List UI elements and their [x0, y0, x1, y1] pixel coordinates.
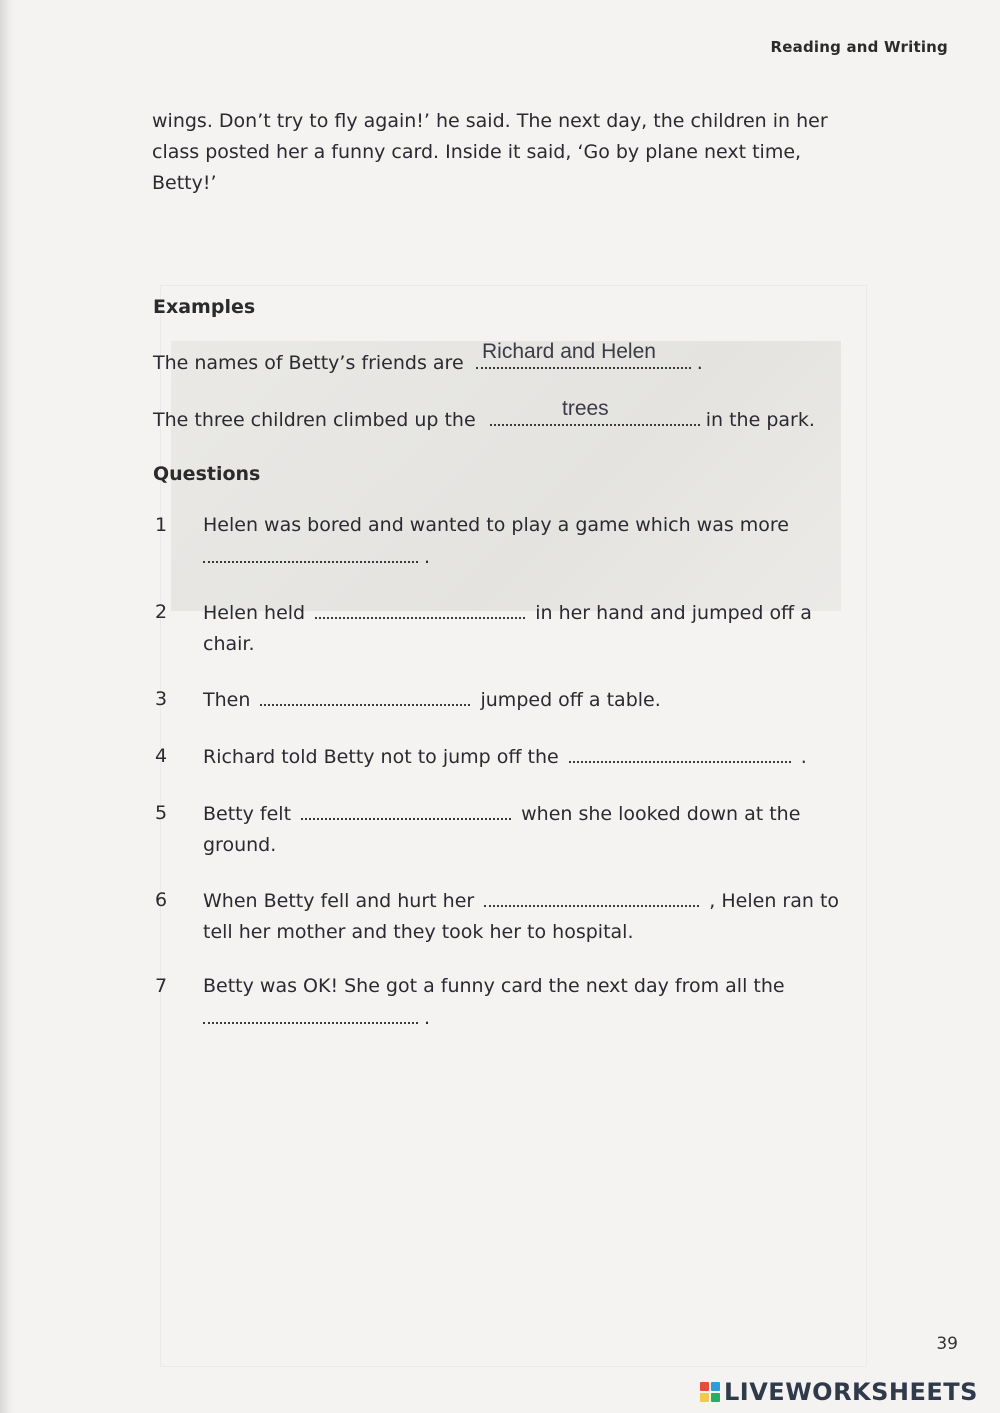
examples-heading: Examples	[153, 296, 256, 318]
answer-blank-6[interactable]	[484, 885, 699, 907]
question-text: Helen held	[203, 601, 306, 624]
example-2-end: in the park.	[705, 408, 815, 431]
question-text: Betty felt	[203, 802, 292, 825]
page-number: 39	[936, 1334, 958, 1354]
question-number: 2	[155, 601, 168, 623]
answer-blank-7[interactable]	[203, 1002, 418, 1024]
question-text: Helen was bored and wanted to play a game which was more	[203, 514, 789, 536]
watermark-text: LIVEWORKSHEETS	[724, 1378, 978, 1406]
question-text: Then	[203, 688, 251, 711]
example-1-answer: Richard and Helen	[482, 340, 656, 363]
question-text-after: in her hand and jumped off a chair.	[203, 601, 812, 655]
example-1-end: .	[696, 351, 703, 374]
example-2-text: The three children climbed up the	[153, 408, 476, 431]
question-number: 1	[155, 514, 168, 536]
question-text-after: , Helen ran to tell her mother and they took her to hospital.	[203, 889, 840, 943]
question-number: 6	[155, 889, 168, 911]
section-header: Reading and Writing	[770, 38, 948, 56]
question-text-after: jumped off a table.	[480, 688, 661, 711]
question-text: Richard told Betty not to jump off the	[203, 745, 559, 768]
binding-shadow	[0, 0, 14, 1413]
liveworksheets-logo-icon	[700, 1382, 720, 1402]
example-2-answer: trees	[562, 397, 609, 420]
question-end: .	[424, 545, 431, 568]
logo-square-yellow	[700, 1393, 709, 1402]
logo-square-blue	[711, 1382, 720, 1391]
answer-blank-2[interactable]	[315, 597, 525, 619]
answer-blank-3[interactable]	[260, 684, 470, 706]
question-text-after: when she looked down at the ground.	[203, 802, 801, 856]
answer-blank-4[interactable]	[569, 741, 791, 763]
question-text: Betty was OK! She got a funny card the next day from all the	[203, 975, 785, 997]
question-number: 3	[155, 688, 168, 710]
answer-blank-5[interactable]	[301, 798, 511, 820]
logo-square-green	[711, 1393, 720, 1402]
liveworksheets-watermark	[700, 1378, 978, 1406]
questions-heading: Questions	[153, 463, 261, 485]
logo-square-red	[700, 1382, 709, 1391]
question-number: 7	[155, 975, 168, 997]
question-number: 5	[155, 802, 168, 824]
question-end: .	[800, 745, 807, 768]
story-paragraph: wings. Don’t try to fly again!’ he said. The next day, the children in her class posted her a funny card. Inside it said, ‘Go by plane next time, Betty!’	[152, 110, 828, 194]
example-2	[153, 404, 815, 431]
question-text: When Betty fell and hurt her	[203, 889, 475, 912]
answer-blank-1[interactable]	[203, 541, 418, 563]
question-end: .	[424, 1006, 431, 1029]
question-number: 4	[155, 745, 168, 767]
example-1-text: The names of Betty’s friends are	[153, 351, 464, 374]
